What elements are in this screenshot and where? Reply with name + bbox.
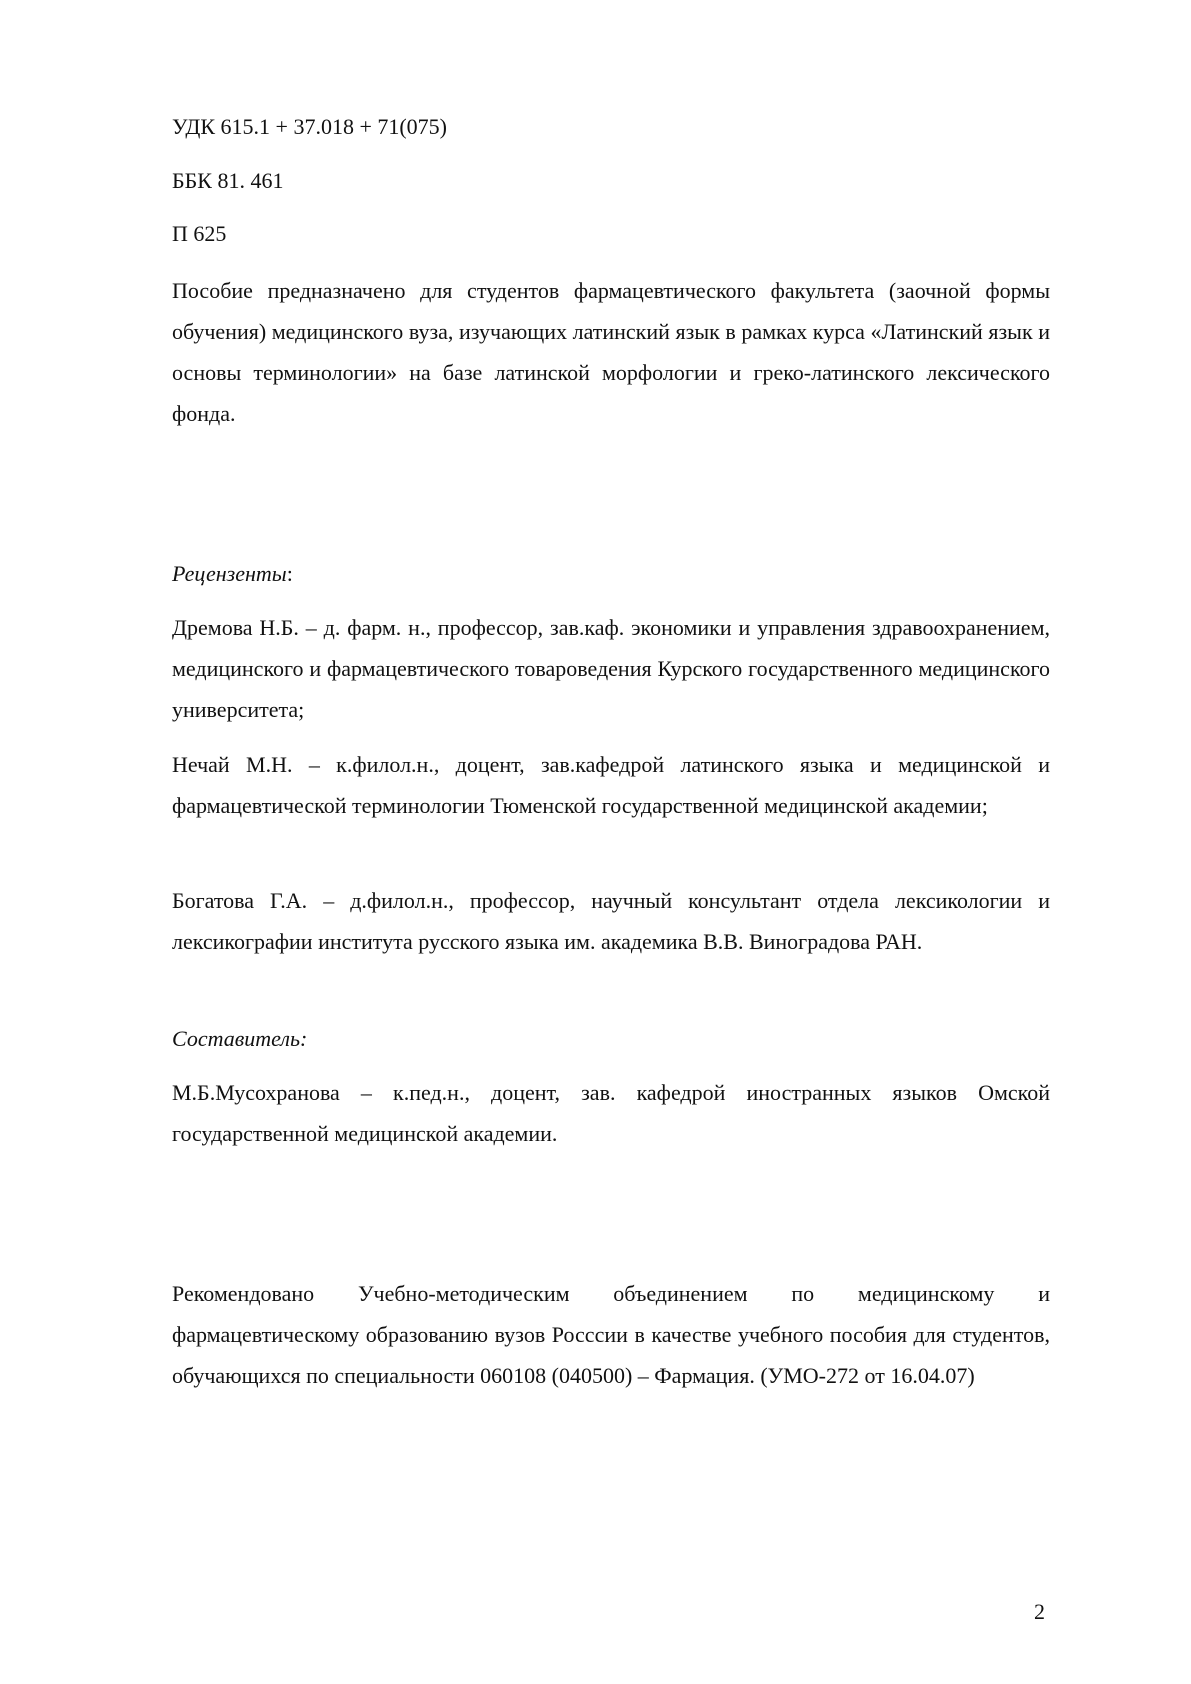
udk-code: УДК 615.1 + 37.018 + 71(075) [172,114,447,139]
compiler-section [172,1072,1050,1154]
reviewers-heading [172,559,293,589]
reviewer-text: Нечай М.Н. – к.филол.н., доцент, зав.кафедрой латинского языка и медицинской и фармацевтической терминологии Тюменской государственной медицинской академии; [172,752,1050,818]
reviewer-text: Богатова Г.А. – д.филол.н., профессор, научный консультант отдела лексикологии и лексикографии института русского языка им. академика В.В. Виноградова РАН. [172,888,1050,954]
page-number: 2 [1034,1599,1045,1624]
reviewers-heading-text: Рецензенты [172,561,287,586]
intro-section [172,270,1050,434]
recommendation-text: Рекомендовано Учебно-методическим объединением по медицинскому и фармацевтическому образованию вузов Росссии в качестве учебного пособия для студентов, обучающихся по специальности 060108 (040500) – Фармация. (УМО-272 от 16.04.07) [172,1281,1050,1388]
reviewers-heading-colon: : [286,561,293,586]
reviewer-text: Дремова Н.Б. – д. фарм. н., профессор, зав.каф. экономики и управления здравоохранением, медицинского и фармацевтического товароведения Курского государственного медицинского университета; [172,615,1050,722]
reviewer-item [172,744,1050,826]
reviewer-item [172,607,1050,730]
recommendation-section [172,1273,1050,1396]
bbk-code: ББК 81. 461 [172,168,284,193]
intro-paragraph: Пособие предназначено для студентов фармацевтического факультета (заочной формы обучения) медицинского вуза, изучающих латинский язык в рамках курса «Латинский язык и основы терминологии» на базе латинской морфологии и греко-латинского лексического фонда. [172,278,1050,426]
compiler-text: М.Б.Мусохранова – к.пед.н., доцент, зав. кафедрой иностранных языков Омской государственной медицинской академии. [172,1080,1050,1146]
reviewer-item [172,880,1050,962]
author-mark-code: П 625 [172,221,227,246]
compiler-heading: Составитель: [172,1026,308,1051]
